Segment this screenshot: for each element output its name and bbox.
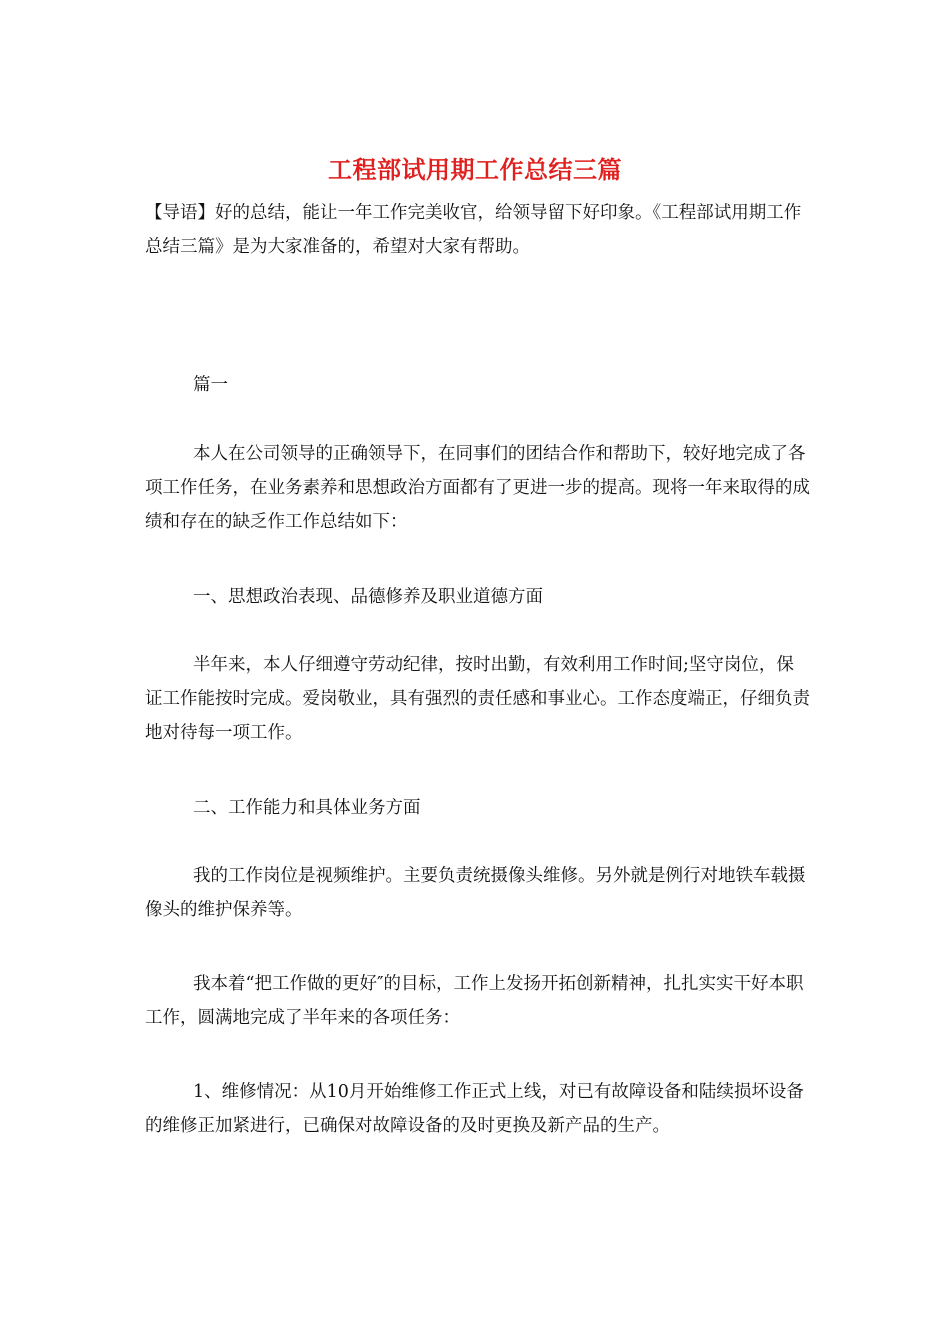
document-title: 工程部试用期工作总结三篇 xyxy=(328,155,622,184)
body-paragraph-maintenance: 1、维修情况：从10月开始维修工作正式上线，对已有故障设备和陆续损坏设备的维修正加紧进行，已确保对故障设备的及时更换及新产品的生产。 xyxy=(145,1082,804,1136)
body-paragraph-position: 我的工作岗位是视频维护。主要负责统摄像头维修。另外就是例行对地铁车载摄像头的维护保养等。 xyxy=(145,866,806,920)
body-paragraph-discipline: 半年来，本人仔细遵守劳动纪律，按时出勤，有效利用工作时间;坚守岗位，保证工作能按时完成。爱岗敬业，具有强烈的责任感和事业心。工作态度端正，仔细负责地对待每一项工作。 xyxy=(145,655,810,743)
section-heading-part-one: 篇一 xyxy=(193,375,228,395)
body-paragraph-overview: 本人在公司领导的正确领导下，在同事们的团结合作和帮助下，较好地完成了各项工作任务，在业务素养和思想政治方面都有了更进一步的提高。现将一年来取得的成绩和存在的缺乏作工作总结如下： xyxy=(145,444,810,532)
section-heading-ability: 二、工作能力和具体业务方面 xyxy=(193,798,421,818)
section-heading-political: 一、思想政治表现、品德修养及职业道德方面 xyxy=(193,587,543,607)
intro-paragraph: 【导语】好的总结，能让一年工作完美收官，给领导留下好印象。《工程部试用期工作总结三篇》是为大家准备的，希望对大家有帮助。 xyxy=(145,203,802,257)
body-paragraph-goal: 我本着“把工作做的更好″的目标，工作上发扬开拓创新精神，扎扎实实干好本职工作，圆满地完成了半年来的各项任务： xyxy=(145,974,804,1028)
